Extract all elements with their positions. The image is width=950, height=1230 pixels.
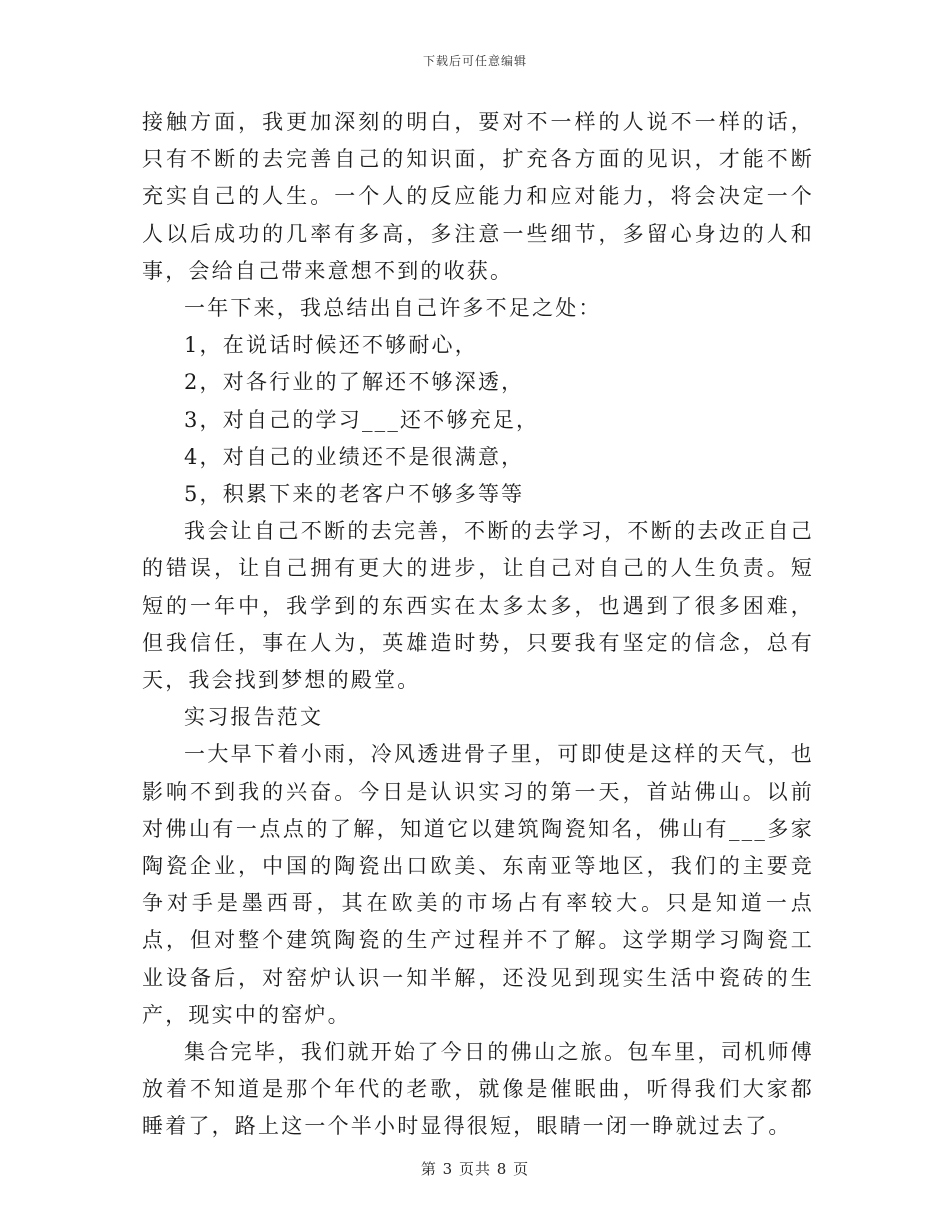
- page-header: 下载后可任意编辑: [422, 54, 527, 68]
- paragraph-2: 一年下来，我总结出自己许多不足之处：: [184, 296, 602, 321]
- paragraph-4: 一大早下着小雨，冷风透进骨子里，可即使是这样的天气，也影响不到我的兴奋。今日是认识实习的第一天，首站佛山。以前对佛山有一点点的了解，知道它以建筑陶瓷知名，佛山有___多家陶瓷企业，中国的陶瓷出口欧美、东南亚等地区，我们的主要竞争对手是墨西哥，其在欧美的市场占有率较大。只是知道一点点，但对整个建筑陶瓷的生产过程并不了解。这学期学习陶瓷工业设备后，对窑炉认识一知半解，还没见到现实生活中瓷砖的生产，现实中的窑炉。: [142, 742, 814, 1027]
- document-body: [142, 104, 814, 1146]
- paragraph-3: 我会让自己不断的去完善，不断的去学习，不断的去改正自己的错误，让自己拥有更大的进步，让自己对自己的人生负责。短短的一年中，我学到的东西实在太多太多，也遇到了很多困难，但我信任，事在人为，英雄造时势，只要我有坚定的信念，总有天，我会找到梦想的殿堂。: [142, 519, 814, 693]
- list-item-1: 1，在说话时候还不够耐心，: [184, 333, 478, 358]
- list-item-4: 4，对自己的业绩还不是很满意，: [184, 444, 525, 469]
- list-item-5: 5，积累下来的老客户不够多等等: [184, 482, 525, 507]
- page-footer: 第 3 页共 8 页: [420, 1160, 530, 1178]
- paragraph-1: 接触方面，我更加深刻的明白，要对不一样的人说不一样的话，只有不断的去完善自己的知识面，扩充各方面的见识，才能不断充实自己的人生。一个人的反应能力和应对能力，将会决定一个人以后成功的几率有多高，多注意一些细节，多留心身边的人和事，会给自己带来意想不到的收获。: [142, 110, 814, 283]
- list-item-3: 3，对自己的学习___还不够充足，: [184, 407, 540, 432]
- section-heading: 实习报告范文: [184, 705, 324, 730]
- list-item-2: 2，对各行业的了解还不够深透，: [184, 370, 525, 395]
- paragraph-5: 集合完毕，我们就开始了今日的佛山之旅。包车里，司机师傅放着不知道是那个年代的老歌，就像是催眠曲，听得我们大家都睡着了，路上这一个半小时显得很短，眼睛一闭一睁就过去了。: [142, 1040, 814, 1139]
